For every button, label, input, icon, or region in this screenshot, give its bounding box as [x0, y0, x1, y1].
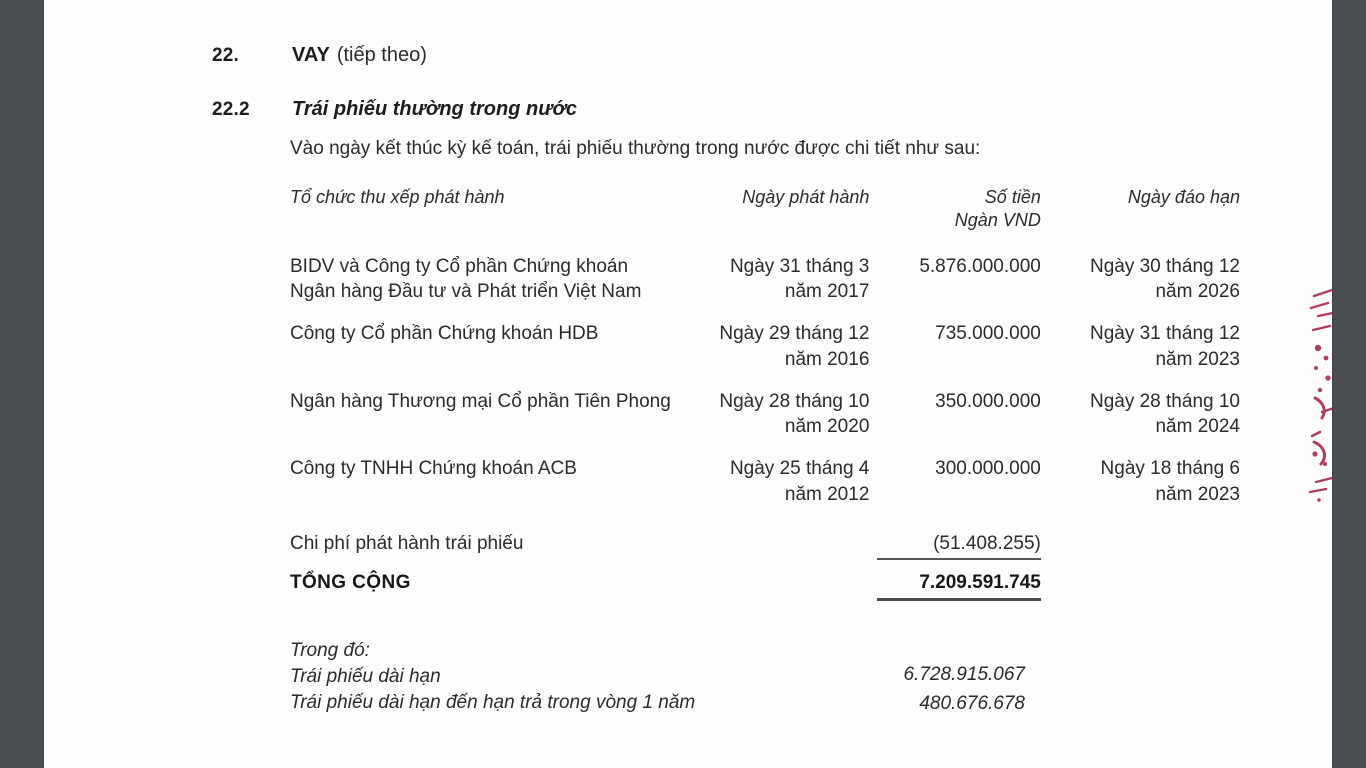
issuance-cost-spacer-right	[1045, 507, 1240, 560]
issuance-cost-label: Chi phí phát hành trái phiếu	[290, 532, 524, 554]
viewer-right-gutter	[1332, 0, 1366, 768]
header-issue-date: Ngày phát hành	[742, 187, 870, 207]
issuance-cost-row	[290, 507, 1240, 560]
breakdown-item	[290, 664, 1240, 690]
row-maturity-date	[1045, 372, 1240, 440]
table-header-row	[290, 186, 1240, 237]
maturity-date-day: Ngày 30 tháng 12	[1089, 255, 1240, 277]
row-issue-date	[691, 304, 876, 372]
total-value: 7.209.591.745	[919, 571, 1041, 593]
bonds-table	[290, 186, 1240, 601]
table-row	[290, 439, 1240, 507]
row-organization: Ngân hàng Thương mại Cổ phần Tiên Phong	[290, 390, 671, 412]
issue-date-day: Ngày 25 tháng 4	[729, 458, 870, 480]
row-issue-date	[691, 439, 876, 507]
breakdown-label: Trái phiếu dài hạn	[290, 666, 441, 687]
issue-date-year: năm 2012	[784, 483, 870, 505]
row-amount: 350.000.000	[935, 390, 1041, 412]
issuance-cost-value: (51.408.255)	[933, 532, 1041, 554]
maturity-date-day: Ngày 28 tháng 10	[1089, 390, 1240, 412]
issue-date-day: Ngày 28 tháng 10	[719, 390, 870, 412]
row-amount: 300.000.000	[935, 458, 1041, 480]
issue-date-year: năm 2017	[784, 281, 870, 303]
maturity-date-year: năm 2024	[1155, 416, 1240, 438]
row-organization: BIDV và Công ty Cổ phần Chứng khoán Ngân hàng Đầu tư và Phát triển Việt Nam	[290, 255, 642, 303]
table-row	[290, 237, 1240, 305]
total-rule	[877, 598, 1040, 601]
total-label: TỔNG CỘNG	[290, 571, 411, 593]
maturity-date-year: năm 2023	[1155, 483, 1240, 505]
issuance-cost-value-cell	[875, 507, 1044, 560]
row-maturity-date	[1045, 439, 1240, 507]
row-amount: 5.876.000.000	[919, 255, 1041, 277]
total-row	[290, 560, 1240, 601]
row-issue-date	[691, 237, 876, 305]
total-spacer	[691, 560, 876, 601]
subsection-heading-22-2	[212, 98, 577, 121]
breakdown-spacer	[1025, 664, 1240, 690]
table-row	[290, 372, 1240, 440]
total-value-cell	[875, 560, 1044, 601]
section-title-suffix: (tiếp theo)	[336, 44, 427, 66]
breakdown-label: Trái phiếu dài hạn đến hạn trả trong vòng 1 năm	[290, 691, 696, 713]
maturity-date-year: năm 2023	[1155, 348, 1240, 370]
section-heading-22	[212, 44, 427, 67]
subsection-title: Trái phiếu thường trong nước	[292, 98, 578, 120]
row-issue-date	[691, 372, 876, 440]
breakdown-spacer	[1025, 690, 1240, 716]
row-organization: Công ty TNHH Chứng khoán ACB	[290, 458, 577, 480]
row-maturity-date	[1045, 304, 1240, 372]
viewer-left-gutter	[0, 0, 44, 768]
issue-date-day: Ngày 29 tháng 12	[719, 323, 870, 345]
header-maturity-date: Ngày đáo hạn	[1127, 187, 1240, 207]
row-amount: 735.000.000	[935, 323, 1041, 345]
issue-date-year: năm 2016	[784, 348, 870, 370]
red-stamp-mark	[1306, 286, 1332, 506]
breakdown-title: Trong đó:	[290, 640, 370, 661]
breakdown-item	[290, 690, 1240, 716]
header-amount-line1: Số tiền	[984, 187, 1041, 207]
subsection-number: 22.2	[212, 99, 250, 120]
header-amount	[875, 186, 1044, 237]
section-number: 22.	[212, 45, 240, 66]
maturity-date-day: Ngày 18 tháng 6	[1100, 458, 1240, 480]
breakdown-value: 6.728.915.067	[903, 664, 1025, 685]
maturity-date-year: năm 2026	[1155, 281, 1240, 303]
table-row	[290, 304, 1240, 372]
breakdown-section	[290, 640, 1240, 715]
breakdown-value: 480.676.678	[919, 693, 1025, 715]
intro-paragraph: Vào ngày kết thúc kỳ kế toán, trái phiếu thường trong nước được chi tiết như sau:	[290, 138, 981, 159]
header-amount-line2: Ngàn VND	[954, 210, 1041, 231]
issue-date-year: năm 2020	[784, 416, 870, 438]
document-page	[44, 0, 1332, 768]
header-organization: Tổ chức thu xếp phát hành	[290, 187, 505, 207]
section-title: VAY	[292, 44, 330, 66]
row-organization: Công ty Cổ phần Chứng khoán HDB	[290, 323, 599, 345]
total-spacer-right	[1045, 560, 1240, 601]
issue-date-day: Ngày 31 tháng 3	[729, 255, 870, 277]
row-maturity-date	[1045, 237, 1240, 305]
issuance-cost-spacer	[691, 507, 876, 560]
maturity-date-day: Ngày 31 tháng 12	[1089, 323, 1240, 345]
